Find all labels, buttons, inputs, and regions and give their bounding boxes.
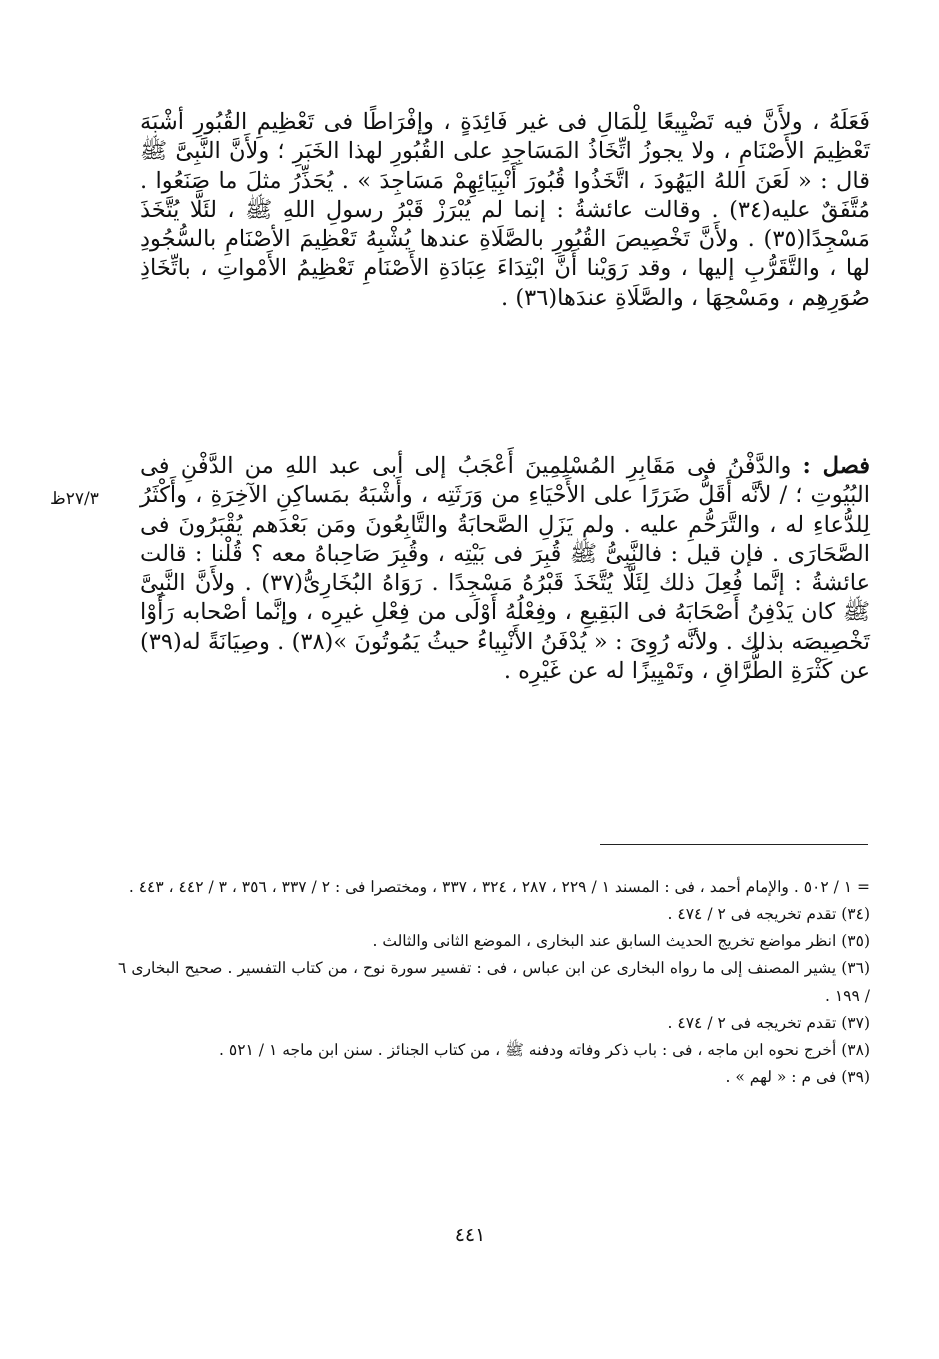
footnote-item: (٣٦) يشير المصنف إلى ما رواه البخارى عن ابن عباس ، فى : تفسير سورة نوح ، من كتاب التفسير . صحيح البخارى ٦ / ١٩٩ .: [118, 959, 870, 1005]
footnote-separator: [600, 844, 868, 845]
footnote-item: (٣٤) تقدم تخريجه فى ٢ / ٤٧٤ .: [667, 905, 870, 924]
paragraph-1: فَعَلَهُ ، ولأَنَّ فيه تَضْيِيعًا لِلْمَالِ فى غير فَائِدَةٍ ، وإفْرَاطًا فى تَعْظِيمِ القُبُورِ أشْبَهَ تَعْظِيمَ الأَصْنَامِ ، ولا يجوزُ اتِّخَاذُ المَسَاجِدِ على القُبُورِ لهذا الخَبَرِ ؛ ولأَنَّ النَّبِىَّ ﷺ قال : « لَعَنَ اللهُ اليَهُودَ ، اتَّخَذُوا قُبُورَ أَنْبِيَائِهِمْ مَسَاجِدَ » . يُحَذِّرُ مثلَ ما صَنَعُوا . مُتَّفَقٌ عليه(٣٤) . وقالت عائشةُ : إنما لم يُبْرَزْ قَبْرُ رسولِ اللهِ ﷺ ، لئَلَّا يُتَّخَذَ مَسْجِدًا(٣٥) . ولأَنَّ تَخْصِيصَ القُبُورِ بالصَّلَاةِ عندها يُشْبِهُ تَعْظِيمَ الأصْنَامِ بالسُّجُودِ لها ، والتَّقَرُّبِ إليها ، وقد رَوَيْنا أَنَّ ابْتِدَاءَ عِبَادَةِ الأَصْنَامِ تَعْظِيمُ الأَمْواتِ ، باتِّخَاذِ صُوَرِهِم ، ومَسْحِهَا ، والصَّلَاةِ عندَها(٣٦) .: [140, 109, 870, 311]
paragraph-2: [140, 452, 870, 686]
footnote-item: (٣٥) انظر مواضع تخريج الحديث السابق عند البخارى ، الموضع الثانى والثالث .: [372, 932, 870, 951]
main-text: [140, 108, 870, 686]
manuscript-margin-note: ٢٧/٣ظ: [50, 489, 99, 509]
section-label: فصل :: [802, 453, 870, 479]
footnote-item: (٣٨) أخرج نحوه ابن ماجه ، فى : باب ذكر وفاته ودفنه ﷺ ، من كتاب الجنائز . سنن ابن ماجه ١ / ٥٢١ .: [219, 1040, 870, 1059]
footnote-item: (٣٧) تقدم تخريجه فى ٢ / ٤٧٤ .: [667, 1013, 870, 1032]
footnote-item: (٣٩) فى م : « لهم » .: [725, 1067, 870, 1086]
footnote-item: = ١ / ٥٠٢ . والإمام أحمد ، فى : المسند ١ / ٢٢٩ ، ٢٨٧ ، ٣٢٤ ، ٣٣٧ ، ومختصرا فى : ٢ / ٣٣٧ ، ٣٥٦ ، ٣ / ٤٤٢ ، ٤٤٣ .: [128, 878, 870, 896]
footnotes: [118, 874, 870, 1091]
page-number: ٤٤١: [454, 1224, 486, 1246]
paragraph-2-text: والدَّفْنُ فى مَقَابِرِ المُسْلِمِينَ أَعْجَبُ إلى أبى عبد اللهِ من الدَّفْنِ فى البُيُوتِ ؛ / لأنَّه أَقَلُّ ضَرَرًا على الأَحْيَاءِ من وَرَثَتِه ، وأَشْبَهُ بمَساكِنِ الآخِرَةِ ، وأَكْثَرُ لِلدُّعاءِ له ، والتَّرَحُّمِ عليه . ولم يَزَلِ الصَّحابَةُ والتَّابِعُونَ ومَن بَعْدَهم يُقْبَرُونَ فى الصَّحَارَى . فإن قيل : فالنَّبِىُّ ﷺ قُبِرَ فى بَيْتِه ، وقُبِرَ صَاحِباهُ معه ؟ قُلْنا : قالت عائشةُ : إنَّما فُعِلَ ذلك لِئَلَّا يُتَّخَذَ قَبْرُهُ مَسْجِدًا . رَوَاهُ البُخَارِىُّ(٣٧) . ولأَنَّ النَّبِىَّ ﷺ كان يَدْفِنُ أَصْحَابَهُ فى البَقِيعِ ، وفِعْلُهُ أَوْلَى من فِعْلِ غيرِه ، وإنَّما أصْحابه رَأَوْا تَخْصِيصَه بذلك . ولأنَّه رُوِىَ : « يُدْفَنُ الأَنْبِياءُ حيثُ يَمُوتُونَ »(٣٨) . وصِيَانَةً له(٣٩) عن كَثْرَةِ الطُّرَّاقِ ، وتَمْيِيزًا له عن غَيْرِه .: [140, 453, 871, 684]
